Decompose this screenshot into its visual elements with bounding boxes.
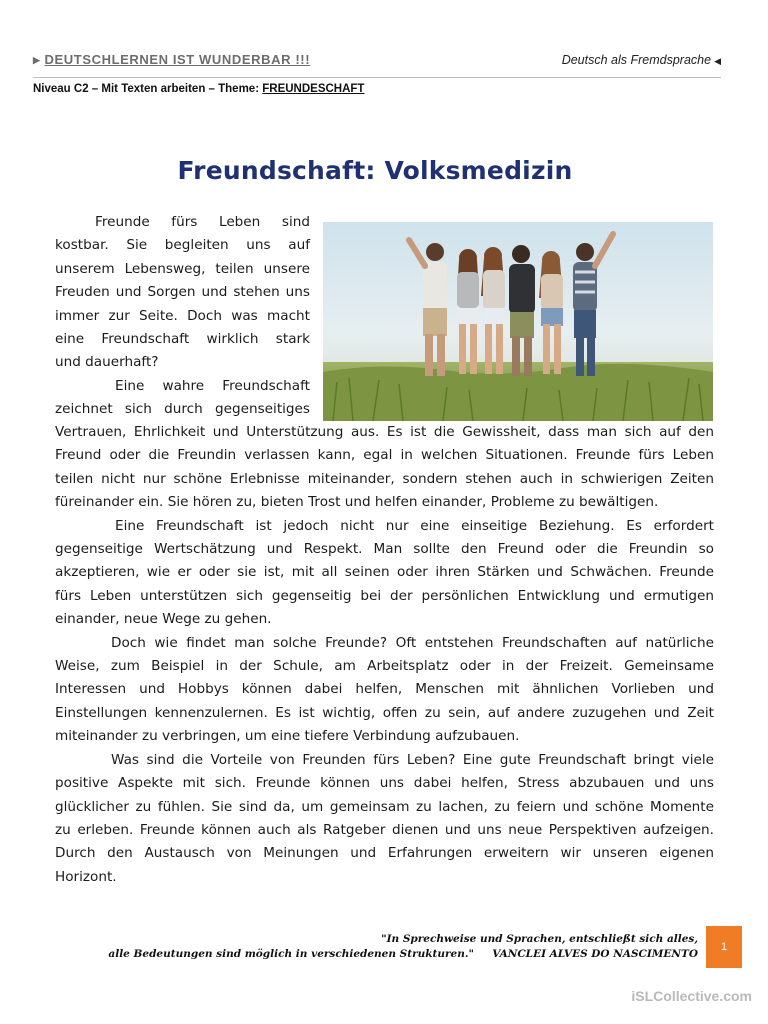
page-title: Freundschaft: Volksmedizin — [177, 156, 573, 185]
header-divider — [33, 77, 721, 78]
text-line: akzeptieren, wie er oder sie ist, mit all seinen oder ihren Stärken und Schwächen. Freunde — [55, 564, 714, 581]
text-line: unserem Lebensweg, teilen unsere — [55, 260, 310, 277]
text-line: Durch den Austausch von Meinungen und Erfahrungen erweitern wir unseren eigenen — [55, 845, 714, 862]
friends-photo — [323, 222, 713, 421]
quote-author: VANCLEI ALVES DO NASCIMENTO — [492, 948, 698, 960]
text-line: teilen nicht nur schöne Erlebnisse miteinander, sondern stehen auch in schwierigen Zeiten — [55, 470, 714, 487]
text-line: Freund oder die Freundin verlassen kann, egal in welchen Situationen. Freunde fürs Leben — [55, 447, 714, 464]
text-line: füreinander ein. Sie hören zu, bieten Trost und helfen einander, Probleme zu bewältigen. — [55, 494, 659, 511]
header-right-title: Deutsch als Fremdsprache — [561, 53, 712, 67]
quote-line-1: "In Sprechweise und Sprachen, entschließt sich alles, — [381, 933, 698, 945]
level-line — [33, 83, 364, 95]
text-line: Eine wahre Freundschaft — [115, 377, 310, 394]
text-line: Eine Freundschaft ist jedoch nicht nur eine einseitige Beziehung. Es erfordert — [115, 517, 714, 534]
header-left — [33, 52, 310, 67]
quote-line-2 — [108, 947, 698, 962]
text-line: und dauerhaft? — [55, 354, 159, 371]
page-header — [33, 52, 721, 72]
text-column-narrow — [55, 211, 310, 422]
text-line: Horizont. — [55, 868, 117, 885]
text-column-wide — [55, 421, 714, 889]
footer-quote — [108, 932, 698, 962]
text-line: eine Freundschaft wirklich stark — [55, 331, 310, 348]
text-line: positive Aspekte mit sich. Freunde können uns dabei helfen, Stress abzubauen und uns — [55, 775, 714, 792]
text-line: einander, neue Wege zu gehen. — [55, 611, 272, 628]
text-line: miteinander zu verbringen, um eine tiefere Verbindung aufzubauen. — [55, 728, 520, 745]
text-line: Freuden und Sorgen und stehen uns — [55, 284, 310, 301]
header-right — [562, 53, 721, 67]
text-line: immer zur Seite. Doch was macht — [55, 307, 310, 324]
watermark: iSLCollective.com — [631, 988, 752, 1004]
text-line: Was sind die Vorteile von Freunden fürs Leben? Eine gute Freundschaft bringt viele — [111, 751, 714, 768]
triangle-right-icon: ▶ — [33, 55, 41, 65]
text-line: glücklicher zu fühlen. Sie sind da, um gemeinsam zu lachen, zu feiern und schöne Momente — [55, 798, 714, 815]
header-left-title: DEUTSCHLERNEN IST WUNDERBAR !!! — [44, 52, 311, 67]
level-text: Niveau C2 – Mit Texten arbeiten – Theme: — [33, 83, 260, 95]
text-line: gegenseitige Wertschätzung und Respekt. Man sollte den Freund oder die Freundin so — [55, 541, 714, 558]
level-theme: FREUNDESCHAFT — [262, 83, 365, 95]
triangle-left-icon: ◀ — [714, 56, 721, 66]
text-line: Einstellungen kennenzulernen. Es ist wichtig, offen zu sein, auf andere zuzugehen und Zeit — [55, 704, 714, 721]
text-line: zu erleben. Freunde können auch als Ratgeber dienen und uns neue Perspektiven aufzeigen. — [55, 821, 714, 838]
text-line: zeichnet sich durch gegenseitiges — [55, 401, 310, 418]
text-line: Interessen und Hobbys können dabei helfen, Menschen mit ähnlichen Vorlieben und — [55, 681, 714, 698]
text-line: Weise, zum Beispiel in der Schule, am Arbeitsplatz oder in der Freizeit. Gemeinsame — [55, 658, 714, 675]
text-line: Freunde fürs Leben sind — [95, 214, 310, 230]
quote-line-2-text: alle Bedeutungen sind möglich in verschiedenen Strukturen." — [108, 948, 474, 960]
text-line: Vertrauen, Ehrlichkeit und Unterstützung aus. Es ist die Gewissheit, dass man sich auf den — [55, 424, 714, 440]
page-number-badge: 1 — [706, 926, 742, 968]
text-line: fürs Leben unterstützen sich gegenseitig bei der persönlichen Entwicklung und ermutigen — [55, 587, 714, 604]
text-line: kostbar. Sie begleiten uns auf — [55, 237, 310, 254]
text-line: Doch wie findet man solche Freunde? Oft entstehen Freundschaften auf natürliche — [111, 634, 714, 651]
